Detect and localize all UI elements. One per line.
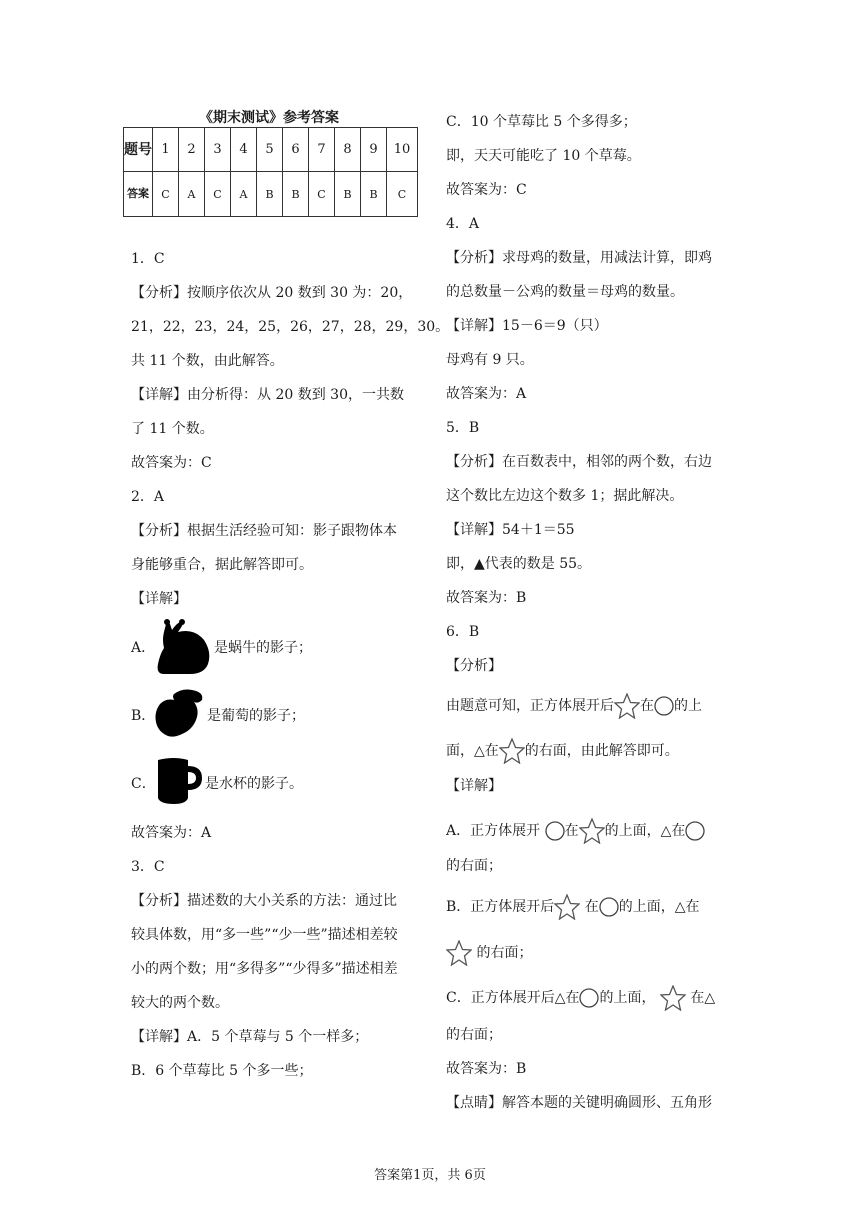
q2-analysis-line: 身能够重合，据此解答即可。 — [131, 557, 313, 573]
q6-text: B．正方体展开后 — [446, 899, 555, 915]
q6-text: 的上 — [674, 698, 702, 714]
table-cell: C — [387, 172, 418, 217]
q2-option-c-text: 是水杯的影子。 — [205, 776, 303, 792]
q6-text: 的右面； — [476, 945, 533, 961]
q6-text: 在 — [564, 823, 579, 839]
q6-heading: 6．B — [446, 624, 480, 640]
q6-option-b-line — [446, 940, 532, 966]
table-header-number: 题号 — [124, 128, 153, 172]
q2-analysis-line: 【分析】根据生活经验可知：影子跟物体本 — [131, 523, 397, 539]
table-cell: 8 — [335, 128, 361, 172]
q4-detail-line: 【详解】15－6＝9（只） — [446, 318, 608, 334]
table-cell: 5 — [257, 128, 283, 172]
star-icon — [446, 940, 472, 966]
star-icon — [554, 894, 580, 920]
table-cell: B — [361, 172, 387, 217]
table-cell: 1 — [153, 128, 179, 172]
star-icon — [660, 985, 686, 1011]
q6-analysis-line — [446, 693, 702, 719]
q2-option-b-text: 是葡萄的影子； — [207, 708, 305, 724]
q3-analysis-line: 小的两个数；用“多得多”“少得多”描述相差 — [131, 961, 398, 977]
q1-heading: 1．C — [131, 251, 165, 267]
q3-heading: 3．C — [131, 859, 165, 875]
circle-icon — [545, 821, 565, 841]
q1-analysis-line: 共 11 个数，由此解答。 — [131, 353, 284, 369]
q3-detail-line: 【详解】A．5 个草莓与 5 个一样多； — [131, 1029, 369, 1045]
table-cell: 9 — [361, 128, 387, 172]
q1-detail-line: 了 11 个数。 — [131, 421, 214, 437]
q6-option-a-line — [446, 818, 705, 844]
table-cell: A — [179, 172, 205, 217]
q1-detail-line: 【详解】由分析得：从 20 数到 30，一共数 — [131, 387, 404, 403]
table-row-numbers — [124, 128, 418, 172]
table-cell: C — [205, 172, 231, 217]
circle-icon — [654, 696, 674, 716]
q6-text: 在 — [640, 698, 654, 714]
answer-table — [123, 127, 418, 217]
q2-heading: 2．A — [131, 489, 165, 505]
star-icon — [499, 738, 525, 764]
q5-analysis-line: 【分析】在百数表中，相邻的两个数，右边 — [446, 454, 712, 470]
q6-analysis-line — [446, 738, 679, 764]
table-cell: 2 — [179, 128, 205, 172]
grape-shadow-icon — [154, 688, 206, 738]
q2-option-a-text: 是蜗牛的影子； — [214, 640, 312, 656]
table-cell: C — [153, 172, 179, 217]
q6-text: 在△ — [690, 990, 716, 1006]
q4-analysis-line: 【分析】求母鸡的数量，用减法计算，即鸡 — [446, 250, 712, 266]
page-title: 《期末测试》参考答案 — [199, 110, 339, 126]
table-cell: B — [283, 172, 309, 217]
q3-detail-line: C．10 个草莓比 5 个多得多； — [446, 114, 637, 130]
q3-analysis-line: 较具体数，用“多一些”“少一些”描述相差较 — [131, 927, 398, 943]
table-cell: 4 — [231, 128, 257, 172]
q6-text: 的上面，△在 — [618, 899, 700, 915]
table-cell: 6 — [283, 128, 309, 172]
star-icon — [614, 693, 640, 719]
q6-text: C．正方体展开后△在 — [446, 990, 580, 1006]
cup-shadow-icon — [154, 756, 204, 806]
table-cell: A — [231, 172, 257, 217]
q6-text: A．正方体展开 — [446, 823, 541, 839]
q1-analysis-line: 21，22，23，24，25，26，27，28，29，30。 — [131, 319, 450, 335]
q2-option-c-prefix: C． — [131, 776, 156, 792]
q6-option-a-line: 的右面； — [446, 858, 502, 874]
circle-icon — [579, 988, 599, 1008]
table-cell: C — [309, 172, 335, 217]
q2-detail-label: 【详解】 — [131, 591, 187, 607]
q6-text: 的上面，△在 — [604, 823, 686, 839]
q6-option-c-line: 的右面； — [446, 1027, 502, 1043]
table-cell: B — [257, 172, 283, 217]
table-cell: 7 — [309, 128, 335, 172]
circle-icon — [685, 821, 705, 841]
q6-text: 在 — [584, 899, 599, 915]
page-footer: 答案第1页，共 6页 — [374, 1168, 486, 1183]
star-icon — [579, 818, 605, 844]
table-cell: B — [335, 172, 361, 217]
q1-analysis-line: 【分析】按顺序依次从 20 数到 30 为：20， — [131, 285, 413, 301]
table-cell: 10 — [387, 128, 418, 172]
q1-result: 故答案为：C — [131, 455, 212, 471]
q6-option-c-line — [446, 985, 715, 1011]
q4-analysis-line: 的总数量－公鸡的数量＝母鸡的数量。 — [446, 284, 684, 300]
table-header-answer: 答案 — [124, 172, 153, 217]
q5-result: 故答案为：B — [446, 590, 527, 606]
q6-option-b-line — [446, 894, 700, 920]
q3-detail-line: B．6 个草莓比 5 个多一些； — [131, 1063, 313, 1079]
q6-text: 由题意可知，正方体展开后 — [446, 698, 614, 714]
snail-shadow-icon — [154, 618, 212, 676]
q2-result: 故答案为：A — [131, 825, 212, 841]
q6-text: 面，△在 — [446, 743, 499, 759]
q4-detail-line: 母鸡有 9 只。 — [446, 352, 534, 368]
q3-analysis-line: 【分析】描述数的大小关系的方法：通过比 — [131, 893, 397, 909]
q5-detail-line: 即，▲代表的数是 55。 — [446, 556, 592, 572]
q5-heading: 5．B — [446, 420, 480, 436]
q2-option-a-prefix: A． — [131, 640, 156, 656]
q3-result: 故答案为：C — [446, 182, 527, 198]
q6-detail-label: 【详解】 — [446, 778, 502, 794]
q4-heading: 4．A — [446, 216, 480, 232]
q6-analysis-label: 【分析】 — [446, 658, 502, 674]
q6-text: 的右面，由此解答即可。 — [524, 743, 679, 759]
q6-text: 的上面， — [599, 990, 656, 1006]
table-cell: 3 — [205, 128, 231, 172]
q5-analysis-line: 这个数比左边这个数多 1；据此解决。 — [446, 488, 684, 504]
q3-analysis-line: 较大的两个数。 — [131, 995, 229, 1011]
table-row-answers — [124, 172, 418, 217]
q3-detail-line: 即，天天可能吃了 10 个草莓。 — [446, 148, 641, 164]
circle-icon — [599, 897, 619, 917]
q2-option-b-prefix: B． — [131, 708, 156, 724]
q4-result: 故答案为：A — [446, 386, 527, 402]
q6-result: 故答案为：B — [446, 1061, 527, 1077]
q6-note: 【点睛】解答本题的关键明确圆形、五角形 — [446, 1095, 712, 1111]
q5-detail-line: 【详解】54＋1＝55 — [446, 522, 575, 538]
